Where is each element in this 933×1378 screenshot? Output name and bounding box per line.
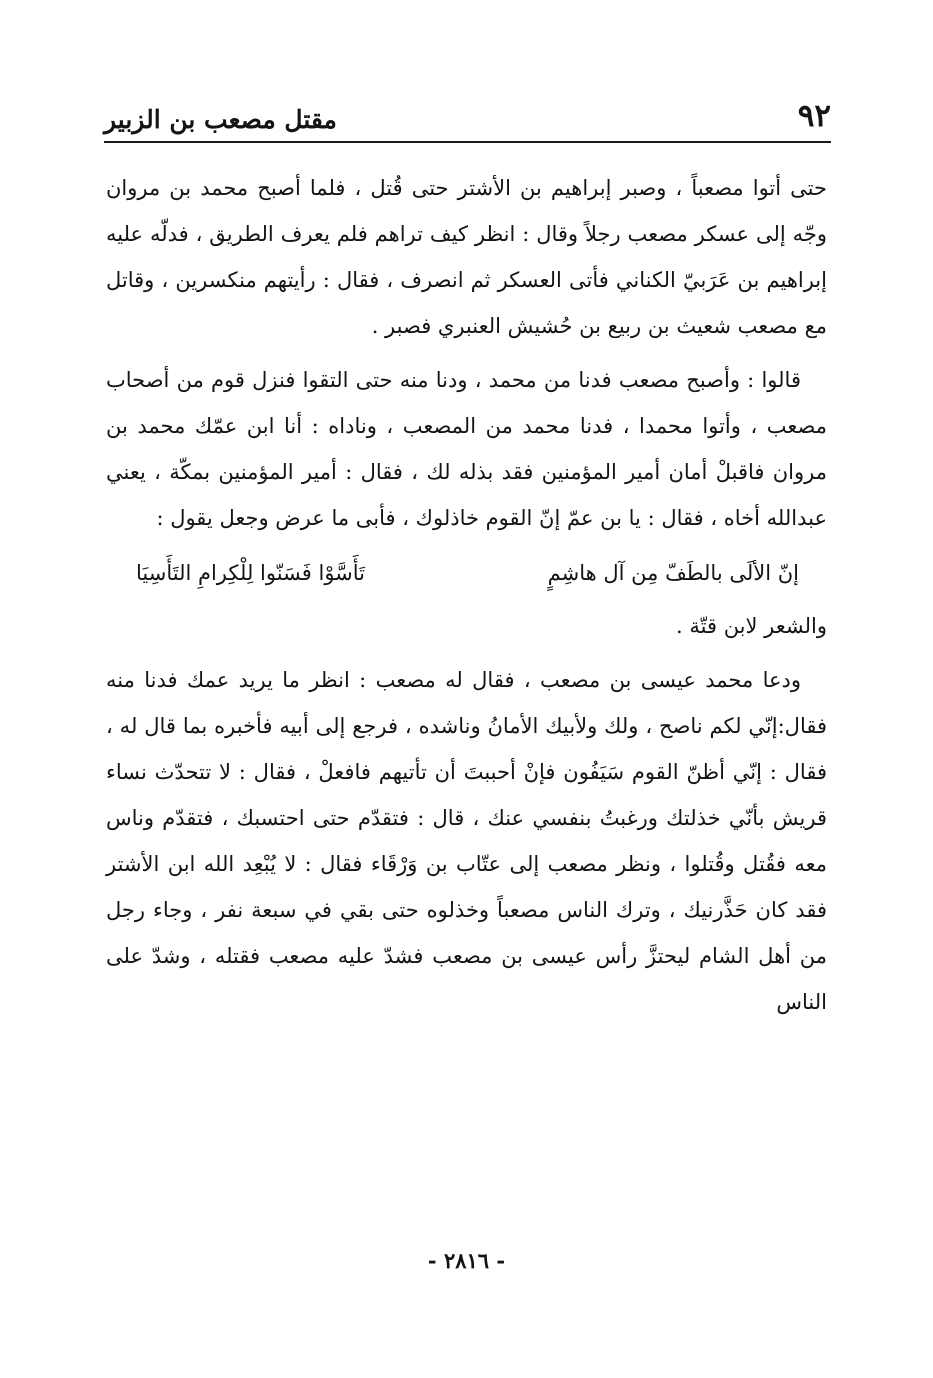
verse-second-hemistich: تَأَسَّوْا فَسَنّوا لِلْكِرامِ التَأَسِيَا <box>136 561 366 585</box>
main-text <box>106 165 827 1025</box>
paragraph-1: حتى أتوا مصعباً ، وصبر إبراهيم بن الأشتر حتى قُتل ، فلما أصبح محمد بن مروان وجّه إلى عسكر مصعب رجلاً وقال : انظر كيف تراهم فلم يعرف الطريق ، فدلّه عليه إبراهيم بن عَرَبيّ الكناني فأتى العسكر ثم انصرف ، فقال : رأيتهم منكسرين ، وقاتل مع مصعب شعيث بن ربيع بن حُشيش العنبري فصبر . <box>106 176 827 338</box>
paragraph-2: قالوا : وأصبح مصعب فدنا من محمد ، ودنا منه حتى التقوا فنزل قوم من أصحاب مصعب ، وأتوا محمدا ، فدنا محمد من المصعب ، وناداه : أنا ابن عمّك محمد بن مروان فاقبلْ أمان أمير المؤمنين فقد بذله لك ، فقال : أمير المؤمنين بمكّة ، يعني عبدالله أخاه ، فقال : يا بن عمّ إنّ القوم خاذلوك ، فأبى ما عرض وجعل يقول : <box>106 368 827 530</box>
paragraph-3: والشعر لابن قتّة . <box>676 614 827 638</box>
page-header <box>104 88 831 134</box>
folio-number: - ٢٨١٦ - <box>427 1248 506 1273</box>
running-title: مقتل مصعب بن الزبير <box>104 105 337 134</box>
verse-first-hemistich: إنّ الألَى بالطَفّ مِن آل هاشِمٍ <box>547 561 799 585</box>
paragraph-4: ودعا محمد عيسى بن مصعب ، فقال له مصعب : انظر ما يريد عمك فدنا منه فقال:إنّي لكم ناصح ، ولك ولأبيك الأمانُ وناشده ، فرجع إلى أبيه فأخبره بما قال له ، فقال : إنّي أظنّ القوم سَيَفُون فإنْ أحببتَ أن تأتيهم فافعلْ ، فقال : لا تتحدّث نساء قريش بأنّي خذلتك ورغبتُ بنفسي عنك ، قال : فتقدّم حتى احتسبك ، فتقدّم وناس معه فقُتل وقُتلوا ، ونظر مصعب إلى عتّاب بن وَرْقَاء فقال : لا يُبْعِد الله ابن الأشتر فقد كان حَذَّرنيك ، وترك الناس مصعباً وخذلوه حتى بقي في سبعة نفر ، وجاء رجل من أهل الشام ليحتزَّ رأس عيسى بن مصعب فشدّ عليه مصعب فقتله ، وشدّ على الناس <box>106 668 827 1014</box>
page-number: ٩٢ <box>797 98 831 134</box>
poetry-verse <box>136 543 799 603</box>
header-divider <box>104 141 831 143</box>
